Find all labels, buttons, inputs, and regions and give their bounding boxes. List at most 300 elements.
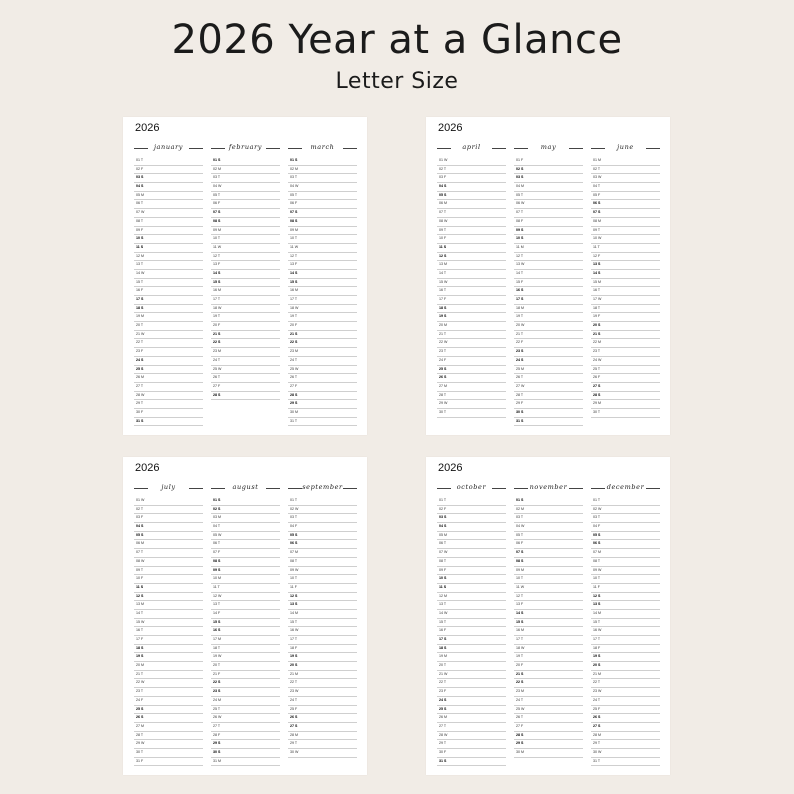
day-row: 05 S <box>134 532 203 541</box>
day-row: 03 T <box>288 514 357 523</box>
day-row: 27 T <box>134 383 203 392</box>
day-row: 26 F <box>591 374 660 383</box>
day-row: 25 S <box>437 366 506 375</box>
day-row: 18 S <box>134 305 203 314</box>
day-row: 16 T <box>437 287 506 296</box>
year-label: 2026 <box>135 122 160 134</box>
day-row: 08 T <box>288 558 357 567</box>
month-column <box>288 479 357 758</box>
day-list <box>288 157 357 426</box>
day-row: 21 F <box>211 671 280 680</box>
day-row: 16 T <box>134 627 203 636</box>
day-row: 21 M <box>288 671 357 680</box>
day-row: 24 F <box>134 697 203 706</box>
day-row: 28 W <box>437 732 506 741</box>
day-row: 27 F <box>288 383 357 392</box>
day-row: 25 W <box>288 366 357 375</box>
day-row: 02 W <box>591 506 660 515</box>
day-row: 11 T <box>211 584 280 593</box>
day-row: 24 T <box>211 357 280 366</box>
day-row: 05 S <box>437 192 506 201</box>
day-row: 17 W <box>591 296 660 305</box>
day-list <box>134 497 203 766</box>
day-row: 06 S <box>591 200 660 209</box>
day-row: 04 W <box>211 183 280 192</box>
month-name: may <box>514 139 583 155</box>
day-row: 13 T <box>437 601 506 610</box>
day-row: 04 W <box>288 183 357 192</box>
day-row: 29 M <box>591 400 660 409</box>
month-name: august <box>211 479 280 495</box>
day-row: 22 W <box>437 339 506 348</box>
day-row: 16 W <box>591 627 660 636</box>
day-row: 06 S <box>288 540 357 549</box>
day-row: 11 M <box>514 244 583 253</box>
day-row: 21 S <box>211 331 280 340</box>
day-row: 14 F <box>211 610 280 619</box>
day-row: 31 S <box>514 418 583 427</box>
day-row: 04 T <box>211 523 280 532</box>
day-row: 04 S <box>134 183 203 192</box>
day-row: 01 T <box>591 497 660 506</box>
day-row: 22 T <box>288 679 357 688</box>
month-name: april <box>437 139 506 155</box>
day-row: 16 F <box>134 287 203 296</box>
day-row: 23 S <box>211 688 280 697</box>
day-row: 07 M <box>288 549 357 558</box>
day-row: 29 W <box>134 740 203 749</box>
day-row: 08 S <box>211 558 280 567</box>
day-list <box>211 157 280 400</box>
day-row: 12 T <box>288 253 357 262</box>
day-row: 20 F <box>288 322 357 331</box>
day-row: 05 T <box>211 192 280 201</box>
day-row: 24 F <box>437 357 506 366</box>
day-row: 08 M <box>591 218 660 227</box>
day-row: 08 T <box>591 558 660 567</box>
day-row: 12 T <box>514 253 583 262</box>
day-row: 17 F <box>134 636 203 645</box>
month-column <box>134 139 203 426</box>
day-row: 14 M <box>288 610 357 619</box>
day-row: 05 T <box>514 532 583 541</box>
day-row: 10 S <box>437 575 506 584</box>
day-row: 03 T <box>591 514 660 523</box>
day-row: 30 S <box>211 749 280 758</box>
day-row: 21 S <box>514 671 583 680</box>
day-row: 19 T <box>514 313 583 322</box>
day-row: 24 T <box>591 697 660 706</box>
day-row: 19 T <box>288 313 357 322</box>
month-column <box>437 479 506 766</box>
day-row: 03 M <box>211 514 280 523</box>
day-row: 13 T <box>211 601 280 610</box>
day-row: 14 M <box>591 610 660 619</box>
day-row: 13 F <box>288 261 357 270</box>
day-row: 17 M <box>211 636 280 645</box>
day-row: 10 T <box>288 235 357 244</box>
day-row: 07 W <box>134 209 203 218</box>
year-label: 2026 <box>438 122 463 134</box>
day-row: 06 T <box>211 540 280 549</box>
day-row: 05 S <box>591 532 660 541</box>
day-row: 31 S <box>134 418 203 427</box>
day-row: 22 F <box>514 339 583 348</box>
day-row: 07 F <box>211 549 280 558</box>
day-row: 17 S <box>134 296 203 305</box>
day-row: 26 T <box>288 374 357 383</box>
day-row: 16 W <box>288 627 357 636</box>
day-list <box>514 157 583 426</box>
day-row: 19 S <box>288 653 357 662</box>
day-row: 01 S <box>288 157 357 166</box>
day-row: 25 F <box>591 706 660 715</box>
day-row: 19 T <box>514 653 583 662</box>
day-row: 03 T <box>288 174 357 183</box>
day-row: 27 S <box>591 723 660 732</box>
day-row: 12 S <box>591 593 660 602</box>
day-row: 03 F <box>437 174 506 183</box>
day-row: 03 S <box>514 174 583 183</box>
day-row: 28 S <box>211 392 280 401</box>
day-row: 13 T <box>134 261 203 270</box>
day-row: 24 S <box>514 357 583 366</box>
day-row: 02 T <box>134 506 203 515</box>
day-row: 10 T <box>288 575 357 584</box>
day-row: 11 T <box>591 244 660 253</box>
day-row: 16 M <box>288 287 357 296</box>
day-row: 10 T <box>211 235 280 244</box>
day-row: 27 S <box>288 723 357 732</box>
day-row: 14 S <box>591 270 660 279</box>
day-row: 25 S <box>134 366 203 375</box>
day-row: 30 W <box>288 749 357 758</box>
day-row: 09 F <box>437 567 506 576</box>
day-row: 17 T <box>591 636 660 645</box>
day-row: 16 M <box>211 287 280 296</box>
day-row: 31 T <box>288 418 357 427</box>
day-row: 28 M <box>591 732 660 741</box>
month-column <box>288 139 357 426</box>
day-row: 08 S <box>288 218 357 227</box>
day-row: 29 T <box>134 400 203 409</box>
day-row: 20 T <box>134 322 203 331</box>
day-row: 04 S <box>437 183 506 192</box>
month-name: october <box>437 479 506 495</box>
day-row: 14 T <box>437 270 506 279</box>
day-row: 15 S <box>211 279 280 288</box>
day-row: 30 M <box>514 749 583 758</box>
day-row: 28 S <box>591 392 660 401</box>
day-row: 04 T <box>591 183 660 192</box>
day-row: 20 M <box>134 662 203 671</box>
day-row: 02 F <box>134 166 203 175</box>
day-list <box>437 497 506 766</box>
day-row: 19 M <box>134 313 203 322</box>
day-row: 02 T <box>437 166 506 175</box>
day-row: 25 T <box>591 366 660 375</box>
day-row: 30 F <box>134 409 203 418</box>
month-column <box>437 139 506 418</box>
day-row: 31 T <box>591 758 660 767</box>
day-row: 28 T <box>514 392 583 401</box>
day-row: 11 W <box>288 244 357 253</box>
day-row: 11 W <box>211 244 280 253</box>
day-row: 14 S <box>514 610 583 619</box>
day-row: 15 S <box>514 619 583 628</box>
day-row: 18 T <box>591 305 660 314</box>
day-row: 27 S <box>591 383 660 392</box>
day-row: 09 S <box>211 567 280 576</box>
day-row: 03 T <box>514 514 583 523</box>
day-row: 16 M <box>514 627 583 636</box>
day-row: 02 M <box>211 166 280 175</box>
day-row: 13 M <box>437 261 506 270</box>
day-row: 10 W <box>591 235 660 244</box>
day-row: 24 T <box>288 357 357 366</box>
day-row: 29 T <box>591 740 660 749</box>
day-row: 21 T <box>514 331 583 340</box>
day-row: 06 W <box>514 200 583 209</box>
day-row: 03 S <box>437 514 506 523</box>
day-row: 01 T <box>134 157 203 166</box>
day-list <box>288 497 357 758</box>
day-row: 27 T <box>211 723 280 732</box>
day-row: 15 T <box>591 619 660 628</box>
day-row: 08 S <box>211 218 280 227</box>
day-row: 26 M <box>437 714 506 723</box>
day-row: 18 W <box>514 645 583 654</box>
day-row: 20 M <box>437 322 506 331</box>
day-row: 13 S <box>288 601 357 610</box>
day-row: 07 M <box>591 549 660 558</box>
month-name: july <box>134 479 203 495</box>
day-row: 26 M <box>134 374 203 383</box>
day-row: 24 M <box>211 697 280 706</box>
day-row: 23 F <box>134 348 203 357</box>
day-row: 02 W <box>288 506 357 515</box>
day-row: 08 S <box>514 558 583 567</box>
calendar-page-q1 <box>123 117 367 435</box>
day-row: 09 T <box>134 567 203 576</box>
day-row: 10 F <box>437 235 506 244</box>
day-row: 26 T <box>211 374 280 383</box>
day-row: 14 W <box>134 270 203 279</box>
day-row: 20 S <box>288 662 357 671</box>
day-row: 06 F <box>211 200 280 209</box>
day-row: 09 T <box>591 227 660 236</box>
day-row: 17 F <box>437 296 506 305</box>
day-row: 06 S <box>591 540 660 549</box>
day-row: 26 T <box>514 374 583 383</box>
day-list <box>134 157 203 426</box>
day-row: 06 M <box>134 540 203 549</box>
page-subtitle: Letter Size <box>335 69 459 94</box>
day-row: 11 F <box>591 584 660 593</box>
day-row: 11 S <box>134 244 203 253</box>
day-row: 29 S <box>211 740 280 749</box>
day-row: 12 W <box>211 593 280 602</box>
day-row: 11 W <box>514 584 583 593</box>
day-row: 03 T <box>211 174 280 183</box>
day-row: 20 S <box>591 322 660 331</box>
day-row: 11 S <box>437 584 506 593</box>
day-row: 20 S <box>591 662 660 671</box>
day-row: 03 F <box>134 514 203 523</box>
day-row: 23 T <box>134 688 203 697</box>
day-row: 05 M <box>134 192 203 201</box>
month-name: march <box>288 139 357 155</box>
month-name: june <box>591 139 660 155</box>
day-row: 03 W <box>591 174 660 183</box>
day-row: 24 T <box>514 697 583 706</box>
day-row: 15 W <box>134 619 203 628</box>
day-row: 30 T <box>134 749 203 758</box>
day-row: 11 F <box>288 584 357 593</box>
day-row: 05 T <box>514 192 583 201</box>
day-row: 11 S <box>437 244 506 253</box>
day-row: 17 T <box>288 296 357 305</box>
day-row: 22 W <box>134 679 203 688</box>
day-row: 16 T <box>591 287 660 296</box>
day-row: 06 M <box>437 200 506 209</box>
day-row: 22 M <box>591 339 660 348</box>
day-row: 05 T <box>288 192 357 201</box>
day-row: 02 S <box>514 166 583 175</box>
day-row: 26 S <box>134 714 203 723</box>
day-row: 20 T <box>211 662 280 671</box>
day-row: 18 W <box>211 305 280 314</box>
day-row: 15 S <box>288 279 357 288</box>
day-row: 21 W <box>134 331 203 340</box>
day-row: 12 S <box>437 253 506 262</box>
day-row: 12 M <box>437 593 506 602</box>
day-row: 24 T <box>288 697 357 706</box>
day-row: 23 M <box>211 348 280 357</box>
day-row: 30 T <box>437 409 506 418</box>
month-column <box>134 479 203 766</box>
day-row: 08 T <box>134 218 203 227</box>
day-row: 01 M <box>591 157 660 166</box>
day-row: 18 S <box>437 305 506 314</box>
day-row: 12 M <box>134 253 203 262</box>
month-column <box>514 479 583 758</box>
day-row: 23 S <box>514 348 583 357</box>
day-row: 12 T <box>514 593 583 602</box>
day-row: 20 F <box>211 322 280 331</box>
day-row: 20 W <box>514 322 583 331</box>
day-row: 29 T <box>288 740 357 749</box>
day-row: 04 F <box>288 523 357 532</box>
day-list <box>514 497 583 758</box>
day-row: 16 S <box>514 287 583 296</box>
day-row: 16 F <box>437 627 506 636</box>
day-row: 06 T <box>437 540 506 549</box>
day-row: 22 T <box>437 679 506 688</box>
day-row: 15 T <box>134 279 203 288</box>
day-row: 01 W <box>134 497 203 506</box>
day-row: 07 T <box>134 549 203 558</box>
day-row: 19 S <box>591 653 660 662</box>
day-row: 05 M <box>437 532 506 541</box>
day-list <box>211 497 280 766</box>
day-row: 29 F <box>514 400 583 409</box>
day-row: 14 T <box>134 610 203 619</box>
day-row: 02 T <box>591 166 660 175</box>
day-row: 17 S <box>514 296 583 305</box>
day-list <box>437 157 506 418</box>
day-row: 28 T <box>437 392 506 401</box>
day-row: 12 S <box>134 593 203 602</box>
day-row: 21 W <box>437 671 506 680</box>
day-row: 22 T <box>134 339 203 348</box>
day-row: 15 M <box>591 279 660 288</box>
day-row: 15 T <box>288 619 357 628</box>
day-row: 04 S <box>437 523 506 532</box>
day-row: 16 S <box>211 627 280 636</box>
day-row: 21 T <box>437 331 506 340</box>
day-row: 13 F <box>211 261 280 270</box>
day-row: 22 S <box>514 679 583 688</box>
month-column <box>514 139 583 426</box>
day-row: 25 S <box>134 706 203 715</box>
day-row: 02 M <box>514 506 583 515</box>
day-row: 29 W <box>437 400 506 409</box>
day-row: 20 F <box>514 662 583 671</box>
day-row: 01 T <box>288 497 357 506</box>
day-row: 19 T <box>211 313 280 322</box>
month-column <box>211 139 280 400</box>
day-row: 22 S <box>211 339 280 348</box>
day-row: 22 S <box>211 679 280 688</box>
day-row: 12 T <box>211 253 280 262</box>
month-name: january <box>134 139 203 155</box>
day-row: 14 T <box>514 270 583 279</box>
day-row: 19 S <box>437 313 506 322</box>
day-row: 17 T <box>288 636 357 645</box>
day-row: 18 S <box>437 645 506 654</box>
day-row: 02 F <box>437 506 506 515</box>
day-row: 09 F <box>134 227 203 236</box>
year-label: 2026 <box>135 462 160 474</box>
day-row: 24 S <box>437 697 506 706</box>
day-row: 24 S <box>134 357 203 366</box>
day-row: 30 W <box>591 749 660 758</box>
day-row: 31 M <box>211 758 280 767</box>
day-row: 10 F <box>134 575 203 584</box>
day-row: 25 F <box>288 706 357 715</box>
day-row: 27 W <box>514 383 583 392</box>
day-row: 28 W <box>134 392 203 401</box>
day-row: 15 S <box>211 619 280 628</box>
day-row: 04 M <box>514 183 583 192</box>
day-row: 06 T <box>134 200 203 209</box>
day-row: 03 S <box>134 174 203 183</box>
day-row: 23 W <box>288 688 357 697</box>
day-row: 23 M <box>288 348 357 357</box>
day-row: 25 S <box>437 706 506 715</box>
day-row: 09 M <box>211 227 280 236</box>
day-row: 09 S <box>514 227 583 236</box>
day-row: 01 W <box>437 157 506 166</box>
day-row: 17 T <box>514 636 583 645</box>
day-row: 18 F <box>591 645 660 654</box>
day-row: 13 M <box>134 601 203 610</box>
day-row: 14 W <box>437 610 506 619</box>
day-row: 01 F <box>514 157 583 166</box>
day-row: 25 W <box>514 706 583 715</box>
day-row: 25 W <box>211 366 280 375</box>
